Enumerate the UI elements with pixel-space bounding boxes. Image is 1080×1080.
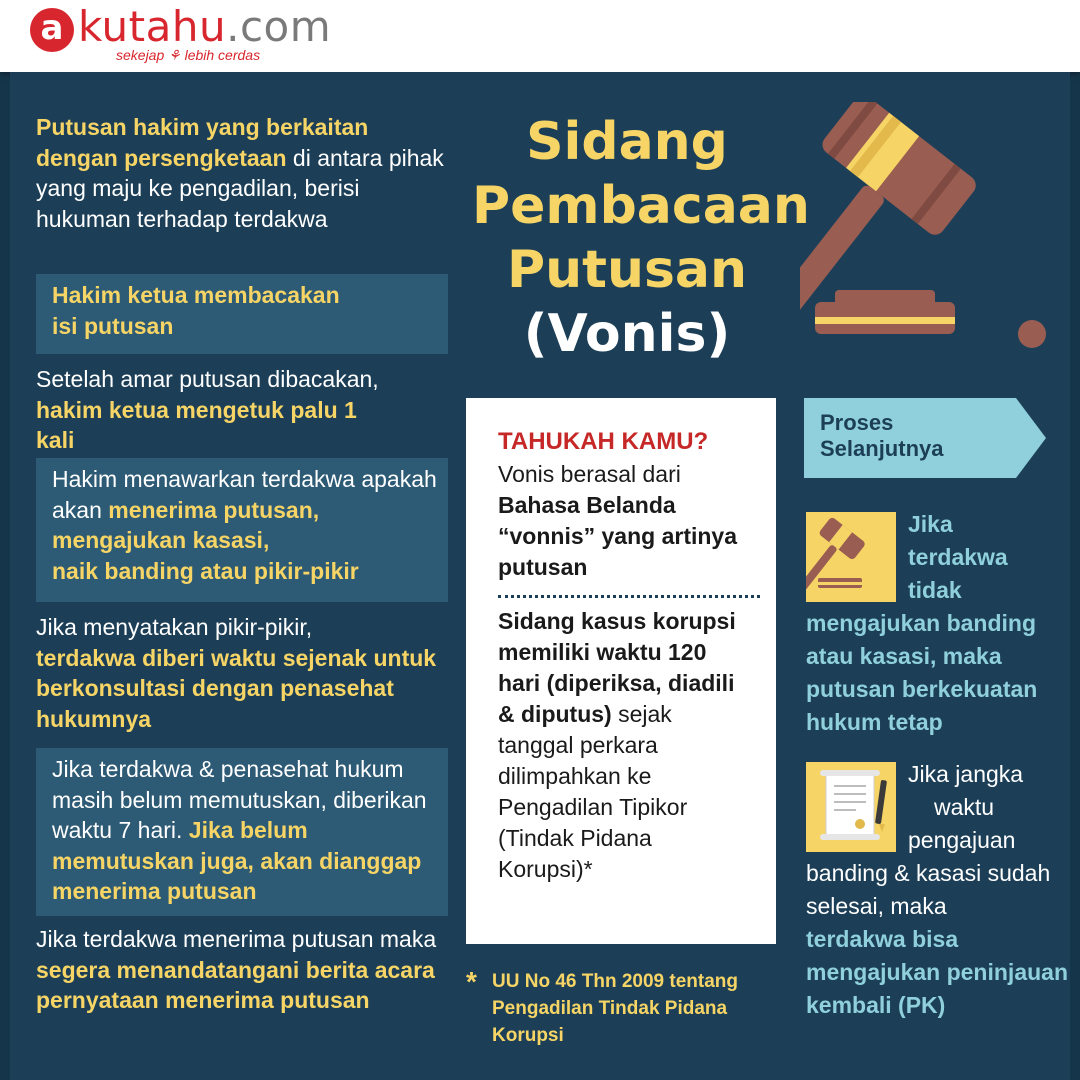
next-process-item-2: [806, 758, 1076, 1022]
step-4-bold-c: naik banding atau pikir-pikir: [52, 557, 359, 584]
step-7: [36, 924, 448, 1016]
item-1-line-b: terdakwa: [908, 544, 1008, 570]
step-2: [36, 274, 448, 354]
step-3-text: Setelah amar putusan dibacakan,: [36, 366, 379, 392]
logo-mark: a: [30, 8, 74, 52]
next-process-label: Proses Selanjutnya: [820, 410, 944, 461]
did-you-know-p2-text: sejak tanggal perkara dilimpahkan ke Pengadilan Tipikor (Tindak Pidana Korupsi)*: [498, 701, 688, 882]
did-you-know-p1-text: Vonis berasal dari: [498, 461, 681, 487]
step-4-bold-b: mengajukan kasasi,: [52, 527, 270, 553]
left-column: [10, 72, 460, 1080]
item-1-line-c: tidak: [908, 577, 962, 603]
item-2-line-c: pengajuan: [908, 827, 1016, 853]
title-line-2: Pembacaan: [472, 176, 810, 236]
step-1-text: di antara pihak yang maju ke pengadilan, berisi hukuman terhadap terdakwa: [36, 144, 444, 232]
step-3-bold: hakim ketua mengetuk palu 1 kali: [36, 396, 357, 453]
step-1-bold: Putusan hakim yang berkaitan dengan persengketaan: [36, 114, 369, 171]
did-you-know-p1-bold: Bahasa Belanda “vonnis” yang artinya putusan: [498, 492, 738, 580]
step-5-text: Jika menyatakan pikir-pikir,: [36, 614, 313, 640]
logo-domain: .com: [226, 2, 332, 51]
step-7-bold: segera menandatangani berita acara pernyataan menerima putusan: [36, 956, 435, 1013]
dotted-divider: [498, 595, 760, 598]
gavel-icon: [800, 102, 1070, 362]
step-2-bold: Hakim ketua membacakan isi putusan: [52, 282, 340, 339]
did-you-know-p2-bold: Sidang kasus korupsi memiliki waktu 120 hari (diperiksa, diadili & diputus): [498, 608, 736, 727]
step-6: [36, 748, 448, 916]
infographic-body: [10, 72, 1070, 1080]
logo-wordmark: [78, 2, 331, 51]
footnote: [466, 968, 786, 1049]
step-4-text: Hakim menawarkan terdakwa apakah akan: [52, 466, 437, 523]
did-you-know-p2: [498, 606, 752, 885]
footnote-text: UU No 46 Thn 2009 tentang Pengadilan Tindak Pidana Korupsi: [492, 971, 738, 1046]
item-1-line-a: Jika: [908, 511, 953, 537]
item-2-bold: terdakwa bisa mengajukan peninjauan kembali (PK): [806, 926, 1068, 1018]
page-title: [472, 110, 810, 366]
did-you-know-box: [466, 398, 776, 944]
step-3: [36, 364, 448, 456]
logo-tagline: sekejap ⚘ lebih cerdas: [116, 47, 261, 63]
next-process-item-1: [806, 508, 1076, 739]
header-bar: [0, 0, 1080, 72]
title-line-3: Putusan: [506, 240, 748, 300]
title-line-4: (Vonis): [523, 304, 731, 364]
step-7-text: Jika terdakwa menerima putusan maka: [36, 926, 437, 952]
step-6-bold: Jika belum memutuskan juga, akan dianggap menerima putusan: [52, 817, 422, 904]
step-5: [36, 612, 448, 734]
step-1: [36, 112, 448, 234]
item-2-line-a: Jika jangka: [908, 761, 1024, 787]
step-5-bold: terdakwa diberi waktu sejenak untuk berkonsultasi dengan penasehat hukumnya: [36, 644, 437, 732]
item-1-line-d: mengajukan banding atau kasasi, maka putusan berkekuatan hukum tetap: [806, 610, 1038, 735]
footnote-asterisk: *: [466, 966, 477, 997]
step-4-bold-a: menerima putusan,: [108, 496, 320, 523]
item-2-line-d: banding & kasasi sudah selesai, maka: [806, 860, 1051, 919]
next-process-banner: [804, 398, 1046, 478]
logo-word: kutahu: [78, 2, 227, 51]
step-4: [36, 458, 448, 602]
did-you-know-p1: [498, 459, 752, 583]
did-you-know-heading: TAHUKAH KAMU?: [498, 428, 709, 455]
item-2-line-b: waktu: [934, 794, 995, 820]
title-line-1: Sidang: [526, 112, 728, 172]
step-6-text: Jika terdakwa & penasehat hukum masih belum memutuskan, diberikan waktu 7 hari.: [52, 756, 427, 843]
